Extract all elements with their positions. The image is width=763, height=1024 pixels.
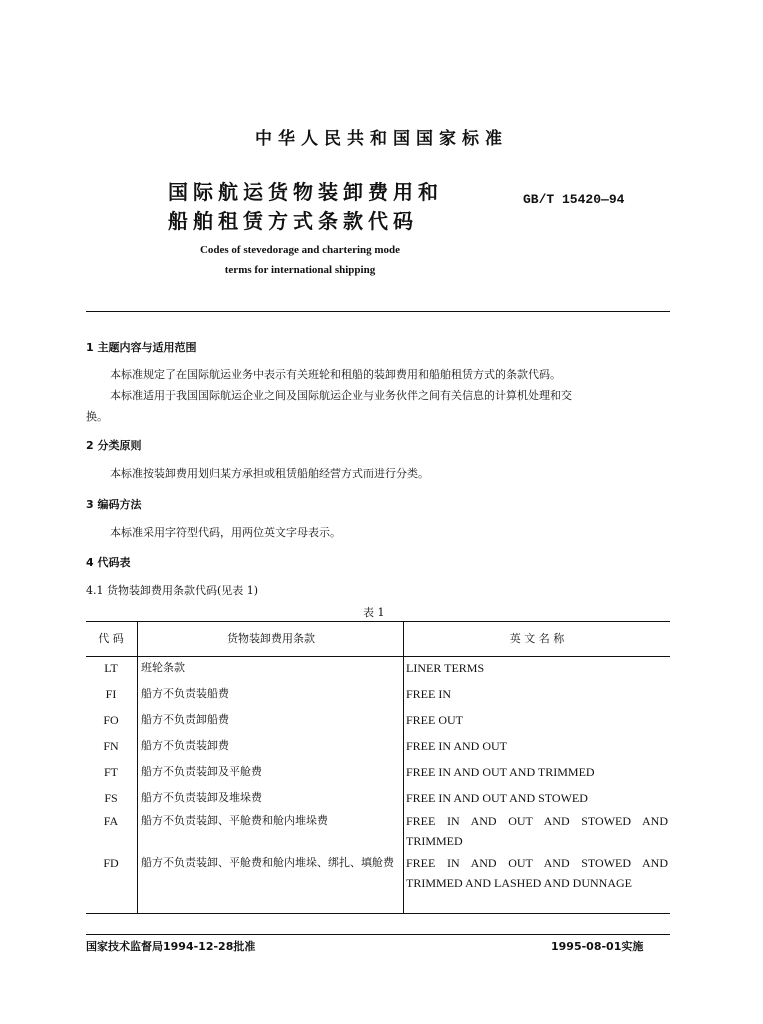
table-caption: 表 1 — [363, 606, 385, 619]
row-code: FN — [103, 739, 119, 753]
row-code: FT — [103, 765, 118, 779]
header-divider — [86, 311, 670, 312]
section-3-paragraph: 本标准采用字符型代码，用两位英文字母表示。 — [110, 526, 341, 539]
table-bottom-border — [86, 913, 670, 914]
row-chinese-term: 船方不负责装卸及堆垛费 — [141, 791, 262, 804]
row-english-name: FREE IN AND OUT AND TRIMMED — [406, 765, 595, 779]
header-code: 代 码 — [98, 632, 124, 645]
header-english-name: 英 文 名 称 — [509, 632, 565, 645]
section-1-paragraph-1: 本标准规定了在国际航运业务中表示有关班轮和租船的装卸费用和船舶租赁方式的条款代码。 — [110, 368, 561, 381]
section-1-heading: 1 主题内容与适用范围 — [86, 341, 197, 354]
row-chinese-term: 船方不负责装卸费 — [141, 739, 229, 752]
document-title-line-1: 国际航运货物装卸费用和 — [168, 180, 443, 204]
footer-divider — [86, 934, 670, 935]
section-4-heading: 4 代码表 — [86, 556, 131, 569]
row-english-name: FREE IN AND OUT AND STOWED AND TRIMMED AND LASHED AND DUNNAGE — [406, 856, 668, 890]
national-standard-heading: 中华人民共和国国家标准 — [255, 129, 508, 149]
row-chinese-term: 船方不负责装船费 — [141, 687, 229, 700]
row-english-name: FREE IN AND OUT — [406, 739, 507, 753]
table-header-row — [86, 621, 670, 657]
row-english-name: FREE IN AND OUT AND STOWED AND TRIMMED — [406, 814, 668, 848]
section-1-paragraph-2-continued: 换。 — [86, 410, 108, 423]
table-col-divider-2 — [403, 621, 404, 913]
english-title-line-2: terms for international shipping — [224, 264, 376, 276]
row-chinese-term: 船方不负责卸船费 — [141, 713, 229, 726]
approval-date: 国家技术监督局1994-12-28批准 — [86, 940, 256, 953]
subsection-4-1: 4.1 货物装卸费用条款代码(见表 1) — [86, 584, 259, 597]
row-code: FI — [105, 687, 117, 701]
row-chinese-term: 船方不负责装卸、平舱费和舱内堆垛费 — [141, 814, 328, 827]
row-chinese-term: 船方不负责装卸及平舱费 — [141, 765, 262, 778]
row-english-name: FREE IN AND OUT AND STOWED — [406, 791, 588, 805]
row-english-name: LINER TERMS — [406, 661, 485, 675]
section-2-paragraph: 本标准按装卸费用划归某方承担或租赁船舶经营方式而进行分类。 — [110, 467, 429, 480]
code-table — [86, 621, 670, 890]
table-col-divider-1 — [137, 621, 138, 913]
english-title-line-1: Codes of stevedorage and chartering mode — [199, 244, 401, 256]
row-code: FA — [103, 814, 119, 828]
row-english-name: FREE IN — [406, 687, 451, 701]
section-3-heading: 3 编码方法 — [86, 498, 142, 511]
row-chinese-term: 船方不负责装卸、平舱费和舱内堆垛、绑扎、填舱费 — [141, 856, 394, 869]
standard-code: GB/T 15420—94 — [523, 192, 625, 207]
row-english-name: FREE OUT — [406, 713, 463, 727]
row-code: LT — [104, 661, 118, 675]
section-1-paragraph-2: 本标准适用于我国国际航运企业之间及国际航运企业与业务伙伴之间有关信息的计算机处理和交 — [110, 389, 572, 402]
row-chinese-term: 班轮条款 — [141, 661, 185, 674]
row-code: FS — [104, 791, 118, 805]
row-code: FD — [103, 856, 119, 870]
row-code: FO — [103, 713, 119, 727]
header-chinese-term: 货物装卸费用条款 — [227, 632, 315, 645]
implementation-date: 1995-08-01实施 — [551, 940, 644, 953]
document-title-line-2: 船舶租赁方式条款代码 — [168, 209, 418, 233]
section-2-heading: 2 分类原则 — [86, 439, 142, 452]
